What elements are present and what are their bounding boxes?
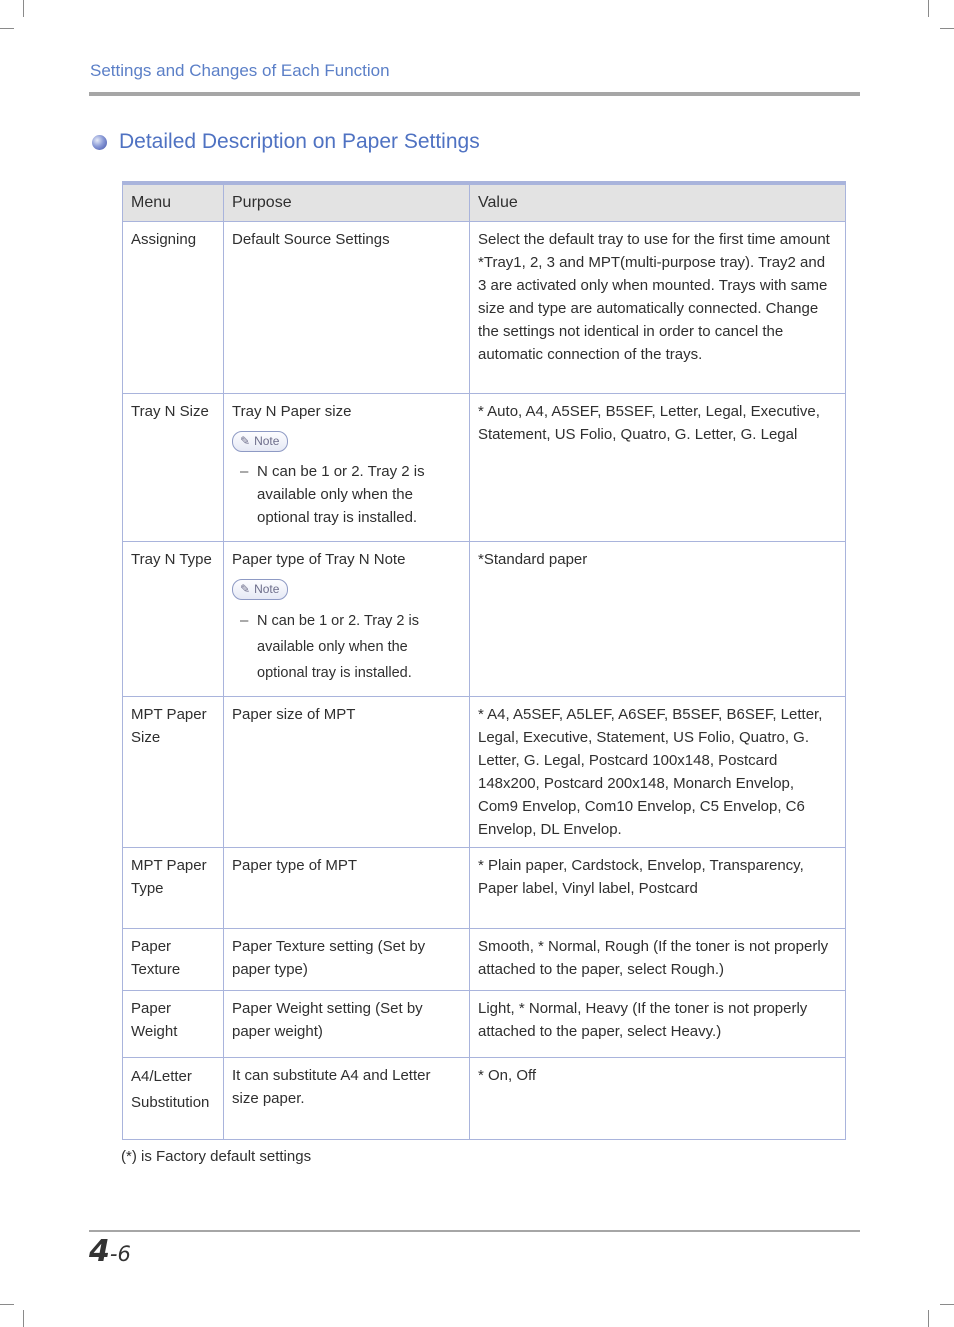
menu-cell: MPT Paper Type <box>123 848 224 929</box>
purpose-cell: Paper Texture setting (Set by paper type) <box>224 929 470 991</box>
bullet-icon <box>92 135 107 150</box>
menu-cell: Tray N Type <box>123 542 224 697</box>
table-row <box>123 542 846 697</box>
footer-rule <box>89 1230 860 1232</box>
purpose-text: Paper type of Tray N Note <box>232 551 406 568</box>
dash-bullet: – <box>240 463 249 480</box>
value-cell: * Auto, A4, A5SEF, B5SEF, Letter, Legal, Executive, Statement, US Folio, Quatro, G. Letter, G. Legal <box>470 394 846 542</box>
value-cell: * A4, A5SEF, A5LEF, A6SEF, B5SEF, B6SEF, Letter, Legal, Executive, Statement, US Folio, Quatro, G. Letter, G. Legal, Postcard 100x148, Postcard 148x200, Postcard 200x148, Monarch Envelop, Com9 Envelop, Com10 Envelop, C5 Envelop, C6 Envelop, DL Envelop. <box>470 697 846 848</box>
menu-cell: Assigning <box>123 222 224 394</box>
section-heading <box>92 130 480 154</box>
page-number <box>89 1234 131 1269</box>
pencil-icon: ✎ <box>240 434 251 448</box>
purpose-cell: It can substitute A4 and Letter size paper. <box>224 1058 470 1140</box>
menu-cell: MPT Paper Size <box>123 697 224 848</box>
dash-bullet: – <box>240 612 249 629</box>
purpose-cell: Paper size of MPT <box>224 697 470 848</box>
pencil-icon: ✎ <box>240 582 251 596</box>
value-cell: * On, Off <box>470 1058 846 1140</box>
purpose-cell <box>224 542 470 697</box>
table-row <box>123 394 846 542</box>
table-row <box>123 697 846 848</box>
table-row <box>123 991 846 1058</box>
table-row <box>123 1058 846 1140</box>
paper-settings-table <box>122 181 846 1140</box>
page-index: 6 <box>117 1242 131 1266</box>
purpose-cell: Default Source Settings <box>224 222 470 394</box>
crop-mark <box>23 1310 24 1327</box>
menu-cell: A4/Letter Substitution <box>123 1058 224 1140</box>
purpose-cell: Paper type of MPT <box>224 848 470 929</box>
crop-mark <box>0 1304 14 1305</box>
table-row <box>123 848 846 929</box>
note-label: Note <box>254 434 280 448</box>
chapter-number: 4 <box>89 1234 110 1269</box>
crop-mark <box>928 1310 929 1327</box>
crop-mark <box>940 1304 954 1305</box>
column-header-purpose: Purpose <box>224 183 470 222</box>
value-cell: * Plain paper, Cardstock, Envelop, Transparency, Paper label, Vinyl label, Postcard <box>470 848 846 929</box>
page-separator: - <box>109 1242 118 1266</box>
note-badge <box>232 431 288 452</box>
purpose-cell <box>224 394 470 542</box>
header-rule <box>89 92 860 96</box>
running-header: Settings and Changes of Each Function <box>90 61 390 80</box>
value-cell: *Standard paper <box>470 542 846 697</box>
crop-mark <box>928 0 929 17</box>
purpose-text: Tray N Paper size <box>232 403 352 420</box>
menu-cell: Paper Weight <box>123 991 224 1058</box>
crop-mark <box>940 28 954 29</box>
crop-mark <box>0 28 14 29</box>
table-row <box>123 222 846 394</box>
note-badge <box>232 579 288 600</box>
value-cell: Light, * Normal, Heavy (If the toner is not properly attached to the paper, select Heavy.) <box>470 991 846 1058</box>
note-body: N can be 1 or 2. Tray 2 is available only when the optional tray is installed. <box>257 463 425 526</box>
value-cell: Select the default tray to use for the first time amount *Tray1, 2, 3 and MPT(multi-purpose tray). Tray2 and 3 are activated only when mounted. Trays with same size and type are automatically connected. Change the settings not identical in order to cancel the automatic connection of the trays. <box>470 222 846 394</box>
note-body: N can be 1 or 2. Tray 2 is available only when the optional tray is installed. <box>257 613 419 681</box>
menu-cell: Paper Texture <box>123 929 224 991</box>
table-row <box>123 929 846 991</box>
table-header-row <box>123 183 846 222</box>
note-label: Note <box>254 582 280 596</box>
column-header-value: Value <box>470 183 846 222</box>
section-title: Detailed Description on Paper Settings <box>119 130 480 153</box>
purpose-cell: Paper Weight setting (Set by paper weight) <box>224 991 470 1058</box>
column-header-menu: Menu <box>123 183 224 222</box>
note-text <box>232 608 461 686</box>
footnote: (*) is Factory default settings <box>121 1148 312 1165</box>
value-cell: Smooth, * Normal, Rough (If the toner is not properly attached to the paper, select Rough.) <box>470 929 846 991</box>
menu-cell: Tray N Size <box>123 394 224 542</box>
note-text <box>232 460 461 529</box>
crop-mark <box>23 0 24 17</box>
